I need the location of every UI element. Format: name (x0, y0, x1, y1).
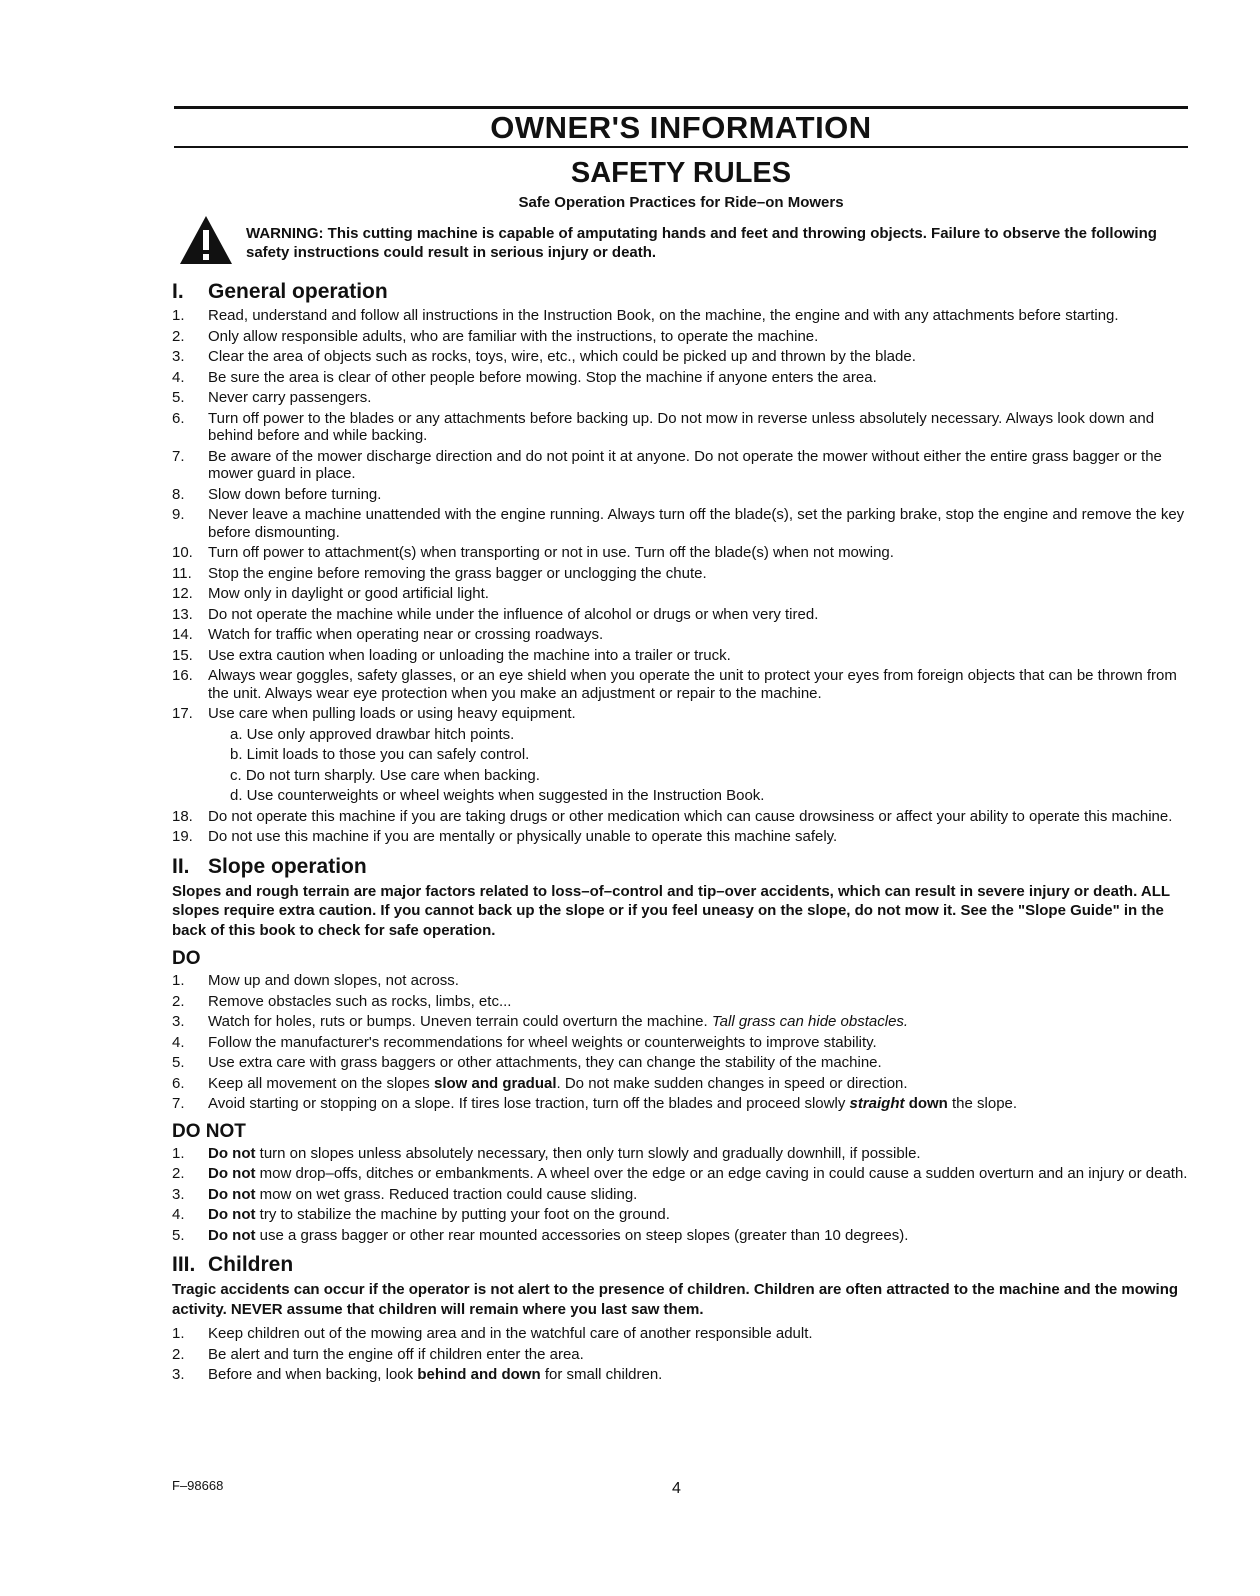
warning-text: WARNING: This cutting machine is capable of amputating hands and feet and throwing objects. Failure to observe the following safety instructions could result in serious injury or death. (246, 225, 1157, 261)
list-item: 19. Do not use this machine if you are mentally or physically unable to operate this machine safely. (172, 828, 838, 845)
sub-list-item: c. Do not turn sharply. Use care when backing. (230, 766, 540, 784)
list-item: 16. Always wear goggles, safety glasses, or an eye shield when you operate the unit to protect your eyes from foreign objects that can be thrown from the unit. Always wear eye protection when you make an adjustment or repair to the machine. (172, 667, 1177, 702)
page-title: OWNER'S INFORMATION (490, 110, 872, 145)
list-item: 3. Do not mow on wet grass. Reduced traction could cause sliding. (172, 1185, 638, 1203)
sub-list-item: a. Use only approved drawbar hitch points. (230, 725, 515, 743)
list-item: 3. Clear the area of objects such as rocks, toys, wire, etc., which could be picked up and thrown by the blade. (172, 348, 916, 365)
list-item: 3. Watch for holes, ruts or bumps. Uneven terrain could overturn the machine. Tall grass can hide obstacles. (172, 1013, 909, 1030)
form-code: F–98668 (172, 1478, 224, 1493)
section-title: SAFETY RULES (570, 157, 792, 189)
list-item: 5. Never carry passengers. (172, 389, 372, 406)
section-heading-slope-operation: II. Slope operation (172, 854, 367, 878)
top-rule (174, 106, 1188, 109)
section-heading-general-operation: I. General operation (172, 280, 388, 303)
do-list (172, 972, 1190, 1113)
list-item: 5. Do not use a grass bagger or other rear mounted accessories on steep slopes (greater than 10 degrees). (172, 1226, 909, 1244)
list-item: 7. Be aware of the mower discharge direction and do not point it at anyone. Do not operate the mower without either the entire grass bagger or the mower guard in place. (172, 447, 1162, 482)
document-body (172, 280, 1190, 1387)
list-item: 7. Avoid starting or stopping on a slope. If tires lose traction, turn off the blades and proceed slowly straight down the slope. (172, 1095, 1018, 1112)
list-item: 11. Stop the engine before removing the grass bagger or unclogging the chute. (172, 564, 707, 582)
list-item: 12. Mow only in daylight or good artificial light. (172, 585, 489, 602)
page-number: 4 (672, 1480, 681, 1497)
list-item: 18. Do not operate this machine if you are taking drugs or other medication which can cause drowsiness or affect your ability to operate this machine. (172, 807, 1173, 825)
list-item: 4. Be sure the area is clear of other people before mowing. Stop the machine if anyone enters the area. (172, 368, 877, 386)
section-subtitle: Safe Operation Practices for Ride–on Mowers (518, 194, 844, 211)
list-item: 2. Only allow responsible adults, who are familiar with the instructions, to operate the machine. (172, 327, 819, 345)
list-item: 17. Use care when pulling loads or using heavy equipment. (172, 705, 576, 722)
list-item: 9. Never leave a machine unattended with the engine running. Always turn off the blade(s), set the parking brake, stop the engine and remove the key before dismounting. (172, 506, 1185, 541)
list-item: 4. Follow the manufacturer's recommendations for wheel weights or counterweights to improve stability. (172, 1033, 877, 1051)
do-not-list (172, 1145, 1190, 1245)
list-item: 1. Read, understand and follow all instructions in the Instruction Book, on the machine, the engine and with any attachments before starting. (172, 307, 1119, 324)
list-item: 6. Turn off power to the blades or any attachments before backing up. Do not mow in reverse unless absolutely necessary. Always look down and behind before and while backing. (172, 409, 1155, 444)
list-item: 2. Do not mow drop–offs, ditches or embankments. A wheel over the edge or an edge caving in could cause a sudden overturn and an injury or death. (172, 1165, 1188, 1182)
title-rule (174, 146, 1188, 148)
list-item: 5. Use extra care with grass baggers or other attachments, they can change the stability of the machine. (172, 1054, 882, 1071)
list-item: 10. Turn off power to attachment(s) when transporting or not in use. Turn off the blade(s) when not mowing. (172, 544, 894, 561)
list-item: 13. Do not operate the machine while under the influence of alcohol or drugs or when very tired. (172, 605, 819, 623)
section-heading-children: III. Children (172, 1253, 294, 1276)
list-item: 8. Slow down before turning. (172, 485, 382, 503)
general-operation-list (172, 307, 1190, 846)
list-item: 1. Keep children out of the mowing area and in the watchful care of another responsible adult. (172, 1325, 813, 1342)
list-item: 14. Watch for traffic when operating near or crossing roadways. (172, 626, 604, 643)
slope-intro: Slopes and rough terrain are major factors related to loss–of–control and tip–over accidents, which can result in severe injury or death. ALL slopes require extra caution. If you cannot back up the slope or if you feel uneasy on the slope, do not mow it. See the "Slope Guide" in the back of this book to check for safe operation. (172, 882, 1170, 939)
children-intro: Tragic accidents can occur if the operator is not alert to the presence of children. Children are often attracted to the machine and the mowing activity. NEVER assume that children will remain where you last saw them. (172, 1281, 1179, 1318)
warning-triangle-icon (178, 214, 234, 266)
list-item: 4. Do not try to stabilize the machine by putting your foot on the ground. (172, 1206, 670, 1223)
children-list (172, 1325, 1190, 1384)
sub-list-item: d. Use counterweights or wheel weights when suggested in the Instruction Book. (230, 787, 765, 804)
do-not-heading: DO NOT (172, 1120, 246, 1142)
do-heading: DO (172, 948, 201, 969)
list-item: 6. Keep all movement on the slopes slow and gradual. Do not make sudden changes in speed or direction. (172, 1074, 908, 1092)
list-item: 2. Remove obstacles such as rocks, limbs, etc... (172, 992, 512, 1010)
list-item: 1. Do not turn on slopes unless absolutely necessary, then only turn slowly and gradually downhill, if possible. (172, 1144, 921, 1162)
list-item: 3. Before and when backing, look behind and down for small children. (172, 1366, 663, 1383)
list-item: 1. Mow up and down slopes, not across. (172, 972, 459, 989)
list-item: 2. Be alert and turn the engine off if children enter the area. (172, 1345, 584, 1363)
list-item: 15. Use extra caution when loading or unloading the machine into a trailer or truck. (172, 646, 731, 664)
sub-list-item: b. Limit loads to those you can safely control. (230, 746, 530, 763)
